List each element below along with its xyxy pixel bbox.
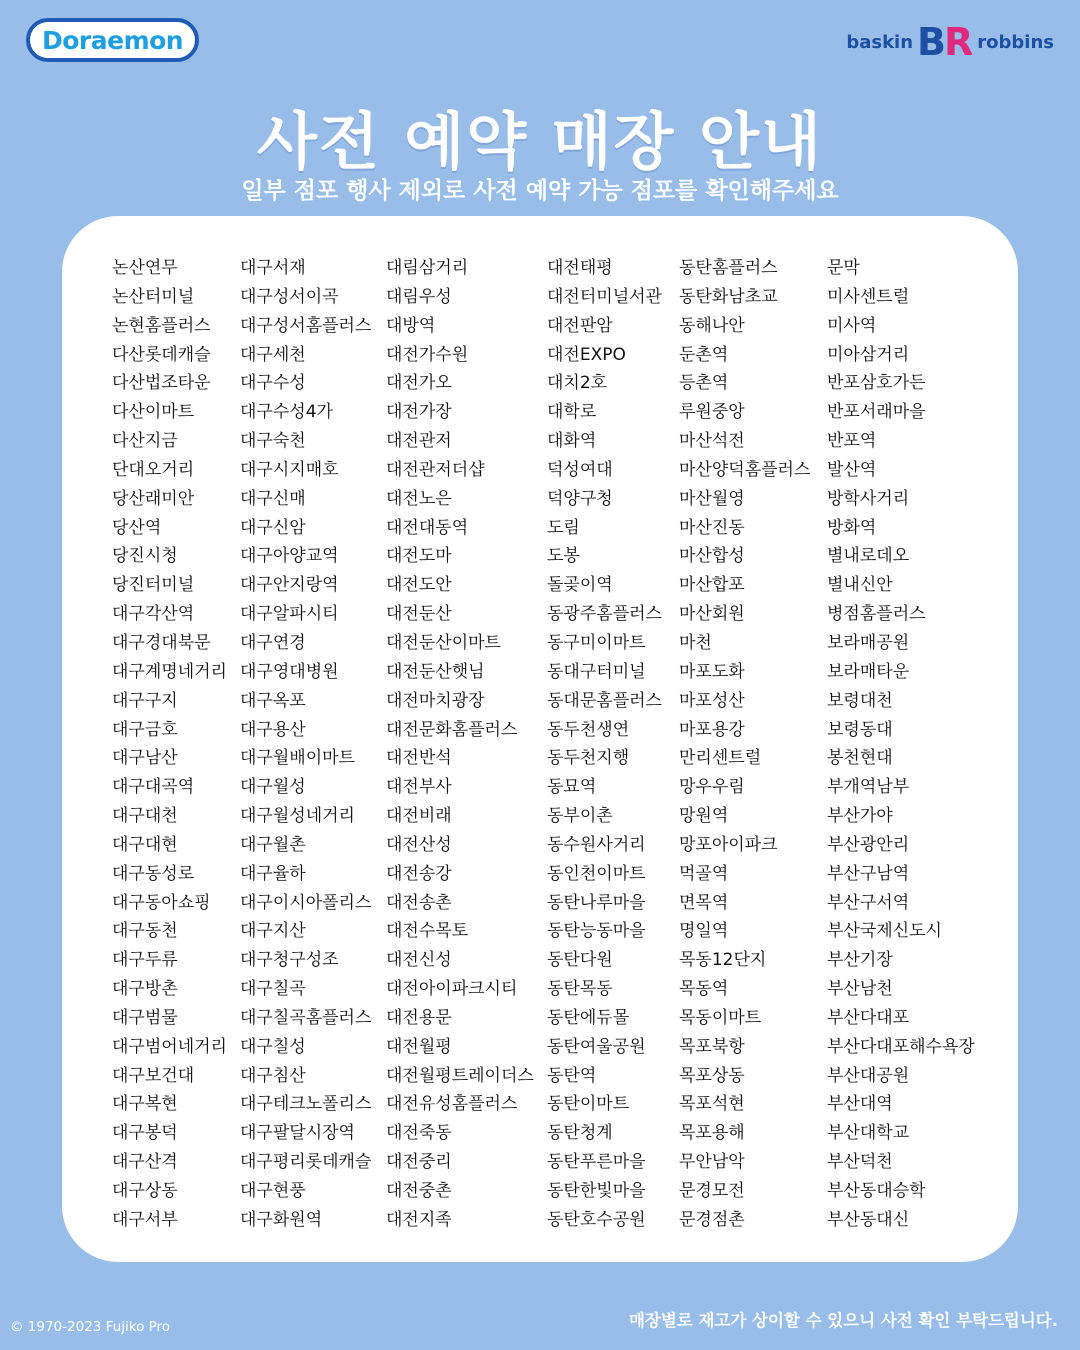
robbins-logo-word: robbins	[977, 31, 1054, 53]
page-title: 사전 예약 매장 안내	[257, 105, 823, 178]
store-name: 대구계명네거리	[112, 661, 227, 682]
copyright-text: © 1970-2023 Fujiko Pro	[10, 1319, 171, 1335]
store-name: 대구수성4가	[240, 402, 333, 423]
store-name: 대전관저더샵	[386, 459, 485, 480]
store-name: 부산대공원	[827, 1065, 910, 1086]
store-name: 덕양구청	[547, 488, 613, 509]
store-name: 둔촌역	[679, 344, 729, 365]
store-name: 대구현풍	[240, 1181, 306, 1201]
store-name: 부산광안리	[827, 834, 910, 855]
store-name: 미아삼거리	[827, 344, 910, 365]
store-name: 마포성산	[679, 690, 745, 711]
store-name: 동탄호수공원	[547, 1209, 646, 1230]
store-name: 동탄한빛마을	[547, 1181, 646, 1201]
store-name: 부산동대승학	[827, 1181, 926, 1201]
doraemon-logo	[26, 18, 199, 62]
store-name: 논현홈플러스	[112, 315, 211, 336]
store-name: 대구대현	[112, 834, 178, 855]
store-name: 대구숙천	[240, 431, 306, 452]
store-name: 동대문홈플러스	[547, 690, 662, 711]
store-name: 대구산격	[112, 1152, 178, 1173]
store-name: 동묘역	[547, 777, 597, 798]
store-name: 대전터미널서관	[547, 286, 662, 307]
store-list-card	[62, 216, 1018, 1262]
store-name: 마산합성	[679, 546, 745, 567]
store-name: 대화역	[547, 431, 597, 452]
store-name: 동수원사거리	[547, 834, 646, 855]
store-name: 대구범물	[112, 1007, 178, 1028]
store-name: 부산덕천	[827, 1152, 893, 1173]
store-name: 미사센트럴	[827, 286, 910, 307]
store-name: 대구팔달시장역	[240, 1123, 355, 1144]
store-name: 동광주홈플러스	[547, 604, 662, 625]
store-name: 부산동대신	[827, 1209, 910, 1230]
store-name: 만리센트럴	[679, 748, 762, 769]
store-name: 대전유성홈플러스	[386, 1094, 518, 1115]
store-name: 망우우림	[679, 777, 745, 798]
store-name: 대구서부	[112, 1209, 178, 1230]
store-name: 대전죽동	[386, 1123, 452, 1144]
store-name: 목포상동	[679, 1065, 745, 1086]
store-name: 대치2호	[547, 373, 608, 394]
store-name: 보라매공원	[827, 632, 910, 653]
page-subtitle: 일부 점포 행사 제외로 사전 예약 가능 점포를 확인해주세요	[241, 178, 839, 204]
store-name: 대구수성	[240, 373, 306, 394]
store-name: 논산연무	[112, 258, 178, 278]
br-logo-r: R	[944, 20, 974, 64]
store-name: 대구두류	[112, 950, 178, 971]
stock-notice: 매장별로 재고가 상이할 수 있으니 사전 확인 부탁드립니다.	[628, 1311, 1058, 1330]
store-name: 미사역	[827, 315, 877, 336]
store-name: 동탄이마트	[547, 1094, 630, 1115]
store-column-4	[547, 254, 662, 1235]
store-name: 도봉	[547, 546, 580, 567]
store-name: 목포석현	[679, 1094, 745, 1115]
store-name: 대구율하	[240, 863, 306, 884]
store-name: 목포북항	[679, 1036, 745, 1057]
store-name: 다산지금	[112, 431, 178, 452]
store-column-6	[827, 254, 975, 1235]
store-name: 대전산성	[386, 834, 452, 855]
store-name: 병점홈플러스	[827, 604, 926, 625]
store-name: 동탄나루마을	[547, 892, 646, 913]
store-name: 대구지산	[240, 921, 306, 942]
store-name: 반포역	[827, 431, 877, 452]
store-name: 대전EXPO	[547, 344, 626, 365]
store-name: 대전마치광장	[386, 690, 485, 711]
store-name: 부산가야	[827, 806, 893, 827]
store-name: 대학로	[547, 402, 597, 423]
store-name: 동탄역	[547, 1065, 597, 1086]
store-name: 부산기장	[827, 950, 893, 971]
store-name: 마산진동	[679, 517, 745, 538]
store-name: 대구이시아폴리스	[240, 892, 372, 913]
store-name: 당진터미널	[112, 575, 195, 596]
store-name: 대구용산	[240, 719, 306, 740]
store-name: 대구신암	[240, 517, 306, 538]
store-name: 목포용해	[679, 1123, 745, 1144]
store-name: 대전수목토	[386, 921, 469, 942]
store-name: 방화역	[827, 517, 877, 538]
store-name: 대구시지매호	[240, 459, 339, 480]
store-name: 대구칠곡	[240, 979, 306, 1000]
store-name: 대구봉덕	[112, 1123, 178, 1144]
store-name: 덕성여대	[547, 459, 613, 480]
store-name: 부산구남역	[827, 863, 910, 884]
store-name: 다산이마트	[112, 402, 195, 423]
store-name: 대구방촌	[112, 979, 178, 1000]
doraemon-logo-text: Doraemon	[42, 25, 184, 55]
store-name: 동탄화남초교	[679, 286, 778, 307]
store-name: 당진시청	[112, 546, 178, 567]
store-name: 대전송촌	[386, 892, 452, 913]
store-name: 대전대동역	[386, 517, 469, 538]
store-name: 대전둔산이마트	[386, 632, 501, 653]
store-name: 문경모전	[679, 1181, 745, 1201]
store-name: 대전용문	[386, 1007, 452, 1028]
store-name: 보령동대	[827, 719, 893, 740]
store-name: 등촌역	[679, 373, 729, 394]
store-name: 동구미이마트	[547, 632, 646, 653]
store-name: 당산역	[112, 517, 162, 538]
store-name: 대전가수원	[386, 344, 469, 365]
store-name: 대구동아쇼핑	[112, 892, 211, 913]
store-name: 대전둔산햇님	[386, 661, 485, 682]
store-name: 반포서래마을	[827, 402, 926, 423]
store-name: 대구연경	[240, 632, 306, 653]
store-name: 무안남악	[679, 1152, 745, 1173]
store-name: 대구복현	[112, 1094, 178, 1115]
store-column-1	[112, 254, 227, 1235]
store-name: 대구대천	[112, 806, 178, 827]
store-name: 발산역	[827, 459, 877, 480]
store-name: 망포아이파크	[679, 834, 778, 855]
store-column-3	[386, 254, 534, 1235]
store-name: 대전도마	[386, 546, 452, 567]
store-name: 당산래미안	[112, 488, 195, 509]
store-name: 부산남천	[827, 979, 893, 1000]
store-name: 대전중리	[386, 1152, 452, 1173]
store-name: 동탄목동	[547, 979, 613, 1000]
store-name: 대구서재	[240, 258, 306, 278]
store-name: 대구범어네거리	[112, 1036, 227, 1057]
store-name: 대전가오	[386, 373, 452, 394]
store-name: 마산양덕홈플러스	[679, 459, 811, 480]
store-name: 별내신안	[827, 575, 893, 596]
store-name: 대전월평트레이더스	[386, 1065, 534, 1086]
store-name: 대림우성	[386, 286, 452, 307]
store-name: 논산터미널	[112, 286, 195, 307]
store-name: 대구금호	[112, 719, 178, 740]
store-name: 마산회원	[679, 604, 745, 625]
store-name: 대구옥포	[240, 690, 306, 711]
store-name: 문막	[827, 258, 860, 278]
store-name: 먹골역	[679, 863, 729, 884]
baskin-logo-word: baskin	[846, 31, 914, 53]
store-name: 동대구터미널	[547, 661, 646, 682]
store-name: 명일역	[679, 921, 729, 942]
store-name: 대구월배이마트	[240, 748, 355, 769]
store-name: 대구테크노폴리스	[240, 1094, 372, 1115]
store-name: 대구구지	[112, 690, 178, 711]
store-column-5	[679, 254, 810, 1235]
store-name: 대전부사	[386, 777, 452, 798]
store-name: 동해나안	[679, 315, 745, 336]
store-name: 대구칠성	[240, 1036, 306, 1057]
store-name: 부산다대포	[827, 1007, 910, 1028]
store-name: 대구청구성조	[240, 950, 339, 971]
store-name: 마천	[679, 632, 712, 653]
store-name: 대전월평	[386, 1036, 452, 1057]
store-name: 대구침산	[240, 1065, 306, 1086]
store-name: 별내로데오	[827, 546, 910, 567]
store-name: 마산월영	[679, 488, 745, 509]
store-name: 동탄능동마을	[547, 921, 646, 942]
store-name: 대전신성	[386, 950, 452, 971]
store-name: 대전도안	[386, 575, 452, 596]
store-name: 목동12단지	[679, 950, 767, 971]
store-name: 대전둔산	[386, 604, 452, 625]
store-name: 봉천현대	[827, 748, 893, 769]
store-name: 동탄에듀몰	[547, 1007, 630, 1028]
store-name: 대구월촌	[240, 834, 306, 855]
store-name: 동탄여울공원	[547, 1036, 646, 1057]
store-name: 부산국제신도시	[827, 921, 942, 942]
store-name: 다산법조타운	[112, 373, 211, 394]
store-name: 마산합포	[679, 575, 745, 596]
store-name: 동탄홈플러스	[679, 258, 778, 278]
store-name: 단대오거리	[112, 459, 195, 480]
store-name: 대구월성	[240, 777, 306, 798]
store-name: 대전관저	[386, 431, 452, 452]
store-name: 대구보건대	[112, 1065, 195, 1086]
store-name: 마포도화	[679, 661, 745, 682]
store-name: 목동이마트	[679, 1007, 762, 1028]
store-name: 돌곶이역	[547, 575, 613, 596]
store-name: 대구신매	[240, 488, 306, 509]
store-name: 마산석전	[679, 431, 745, 452]
store-name: 대구화원역	[240, 1209, 323, 1230]
store-name: 대전노은	[386, 488, 452, 509]
store-name: 대림삼거리	[386, 258, 469, 278]
store-name: 부산다대포해수욕장	[827, 1036, 975, 1057]
store-name: 동두천생연	[547, 719, 630, 740]
store-name: 대전가장	[386, 402, 452, 423]
baskin-robbins-logo	[846, 20, 1054, 64]
store-name: 대구알파시티	[240, 604, 339, 625]
store-name: 동두천지행	[547, 748, 630, 769]
store-name: 대전중촌	[386, 1181, 452, 1201]
store-name: 문경점촌	[679, 1209, 745, 1230]
store-name: 대전태평	[547, 258, 613, 278]
store-name: 부산구서역	[827, 892, 910, 913]
store-name: 대전아이파크시티	[386, 979, 518, 1000]
store-name: 대구남산	[112, 748, 178, 769]
store-name: 동인천이마트	[547, 863, 646, 884]
store-name: 루원중앙	[679, 402, 745, 423]
store-name: 다산롯데캐슬	[112, 344, 211, 365]
store-name: 동탄푸른마을	[547, 1152, 646, 1173]
store-name: 대전판암	[547, 315, 613, 336]
store-name: 방학사거리	[827, 488, 910, 509]
store-name: 동탄청계	[547, 1123, 613, 1144]
store-name: 대전반석	[386, 748, 452, 769]
store-name: 동탄다원	[547, 950, 613, 971]
store-name: 대구안지랑역	[240, 575, 339, 596]
store-name: 대구세천	[240, 344, 306, 365]
store-name: 망원역	[679, 806, 729, 827]
store-name: 부산대역	[827, 1094, 893, 1115]
store-name: 도림	[547, 517, 580, 538]
store-name: 마포용강	[679, 719, 745, 740]
store-name: 대구동성로	[112, 863, 195, 884]
store-name: 부개역남부	[827, 777, 910, 798]
store-name: 반포삼호가든	[827, 373, 926, 394]
store-name: 대구영대병원	[240, 661, 339, 682]
store-column-2	[240, 254, 371, 1235]
store-name: 면목역	[679, 892, 729, 913]
store-name: 대구칠곡홈플러스	[240, 1007, 372, 1028]
store-name: 대구성서홈플러스	[240, 315, 372, 336]
store-name: 대구동천	[112, 921, 178, 942]
store-name: 대구경대북문	[112, 632, 211, 653]
store-name: 대구평리롯데캐슬	[240, 1152, 372, 1173]
store-name: 대방역	[386, 315, 436, 336]
store-name: 대전지족	[386, 1209, 452, 1230]
store-name: 목동역	[679, 979, 729, 1000]
store-name: 대전비래	[386, 806, 452, 827]
store-name: 대구상동	[112, 1181, 178, 1201]
store-name: 대구대곡역	[112, 777, 195, 798]
store-name: 보령대천	[827, 690, 893, 711]
store-name: 동부이촌	[547, 806, 613, 827]
store-name: 부산대학교	[827, 1123, 910, 1144]
store-name: 보라매타운	[827, 661, 910, 682]
store-name: 대구아양교역	[240, 546, 339, 567]
store-name: 대전송강	[386, 863, 452, 884]
store-name: 대구월성네거리	[240, 806, 355, 827]
store-name: 대전문화홈플러스	[386, 719, 518, 740]
br-logo-b: B	[917, 20, 947, 64]
store-name: 대구각산역	[112, 604, 195, 625]
store-name: 대구성서이곡	[240, 286, 339, 307]
